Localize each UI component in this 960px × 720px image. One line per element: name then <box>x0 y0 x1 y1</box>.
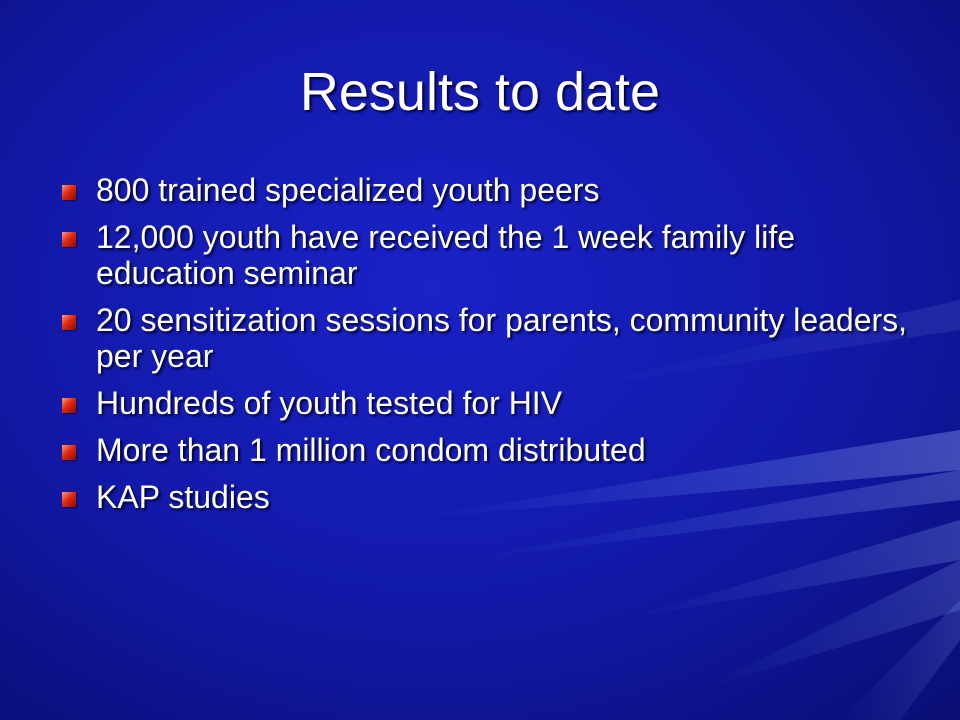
bullet-item <box>62 219 922 291</box>
slide-title: Results to date <box>299 62 661 122</box>
bullet-item <box>62 172 922 208</box>
bullet-text: 800 trained specialized youth peers <box>96 172 600 208</box>
square-bullet-icon <box>62 232 76 247</box>
bullet-item <box>62 479 922 515</box>
square-bullet-icon <box>62 185 76 200</box>
square-bullet-icon <box>62 492 76 507</box>
square-bullet-icon <box>62 315 76 330</box>
square-bullet-icon <box>62 445 76 460</box>
bullet-text: 20 sensitization sessions for parents, community leaders, per year <box>96 302 908 374</box>
bullet-text: More than 1 million condom distributed <box>96 432 646 468</box>
bullet-item <box>62 432 922 468</box>
bullet-text: Hundreds of youth tested for HIV <box>96 385 563 421</box>
bullet-text: KAP studies <box>96 479 270 515</box>
bullet-item <box>62 302 922 374</box>
bullet-text: 12,000 youth have received the 1 week family life education seminar <box>96 219 796 291</box>
square-bullet-icon <box>62 398 76 413</box>
bullet-item <box>62 385 922 421</box>
bullet-list <box>62 172 922 526</box>
